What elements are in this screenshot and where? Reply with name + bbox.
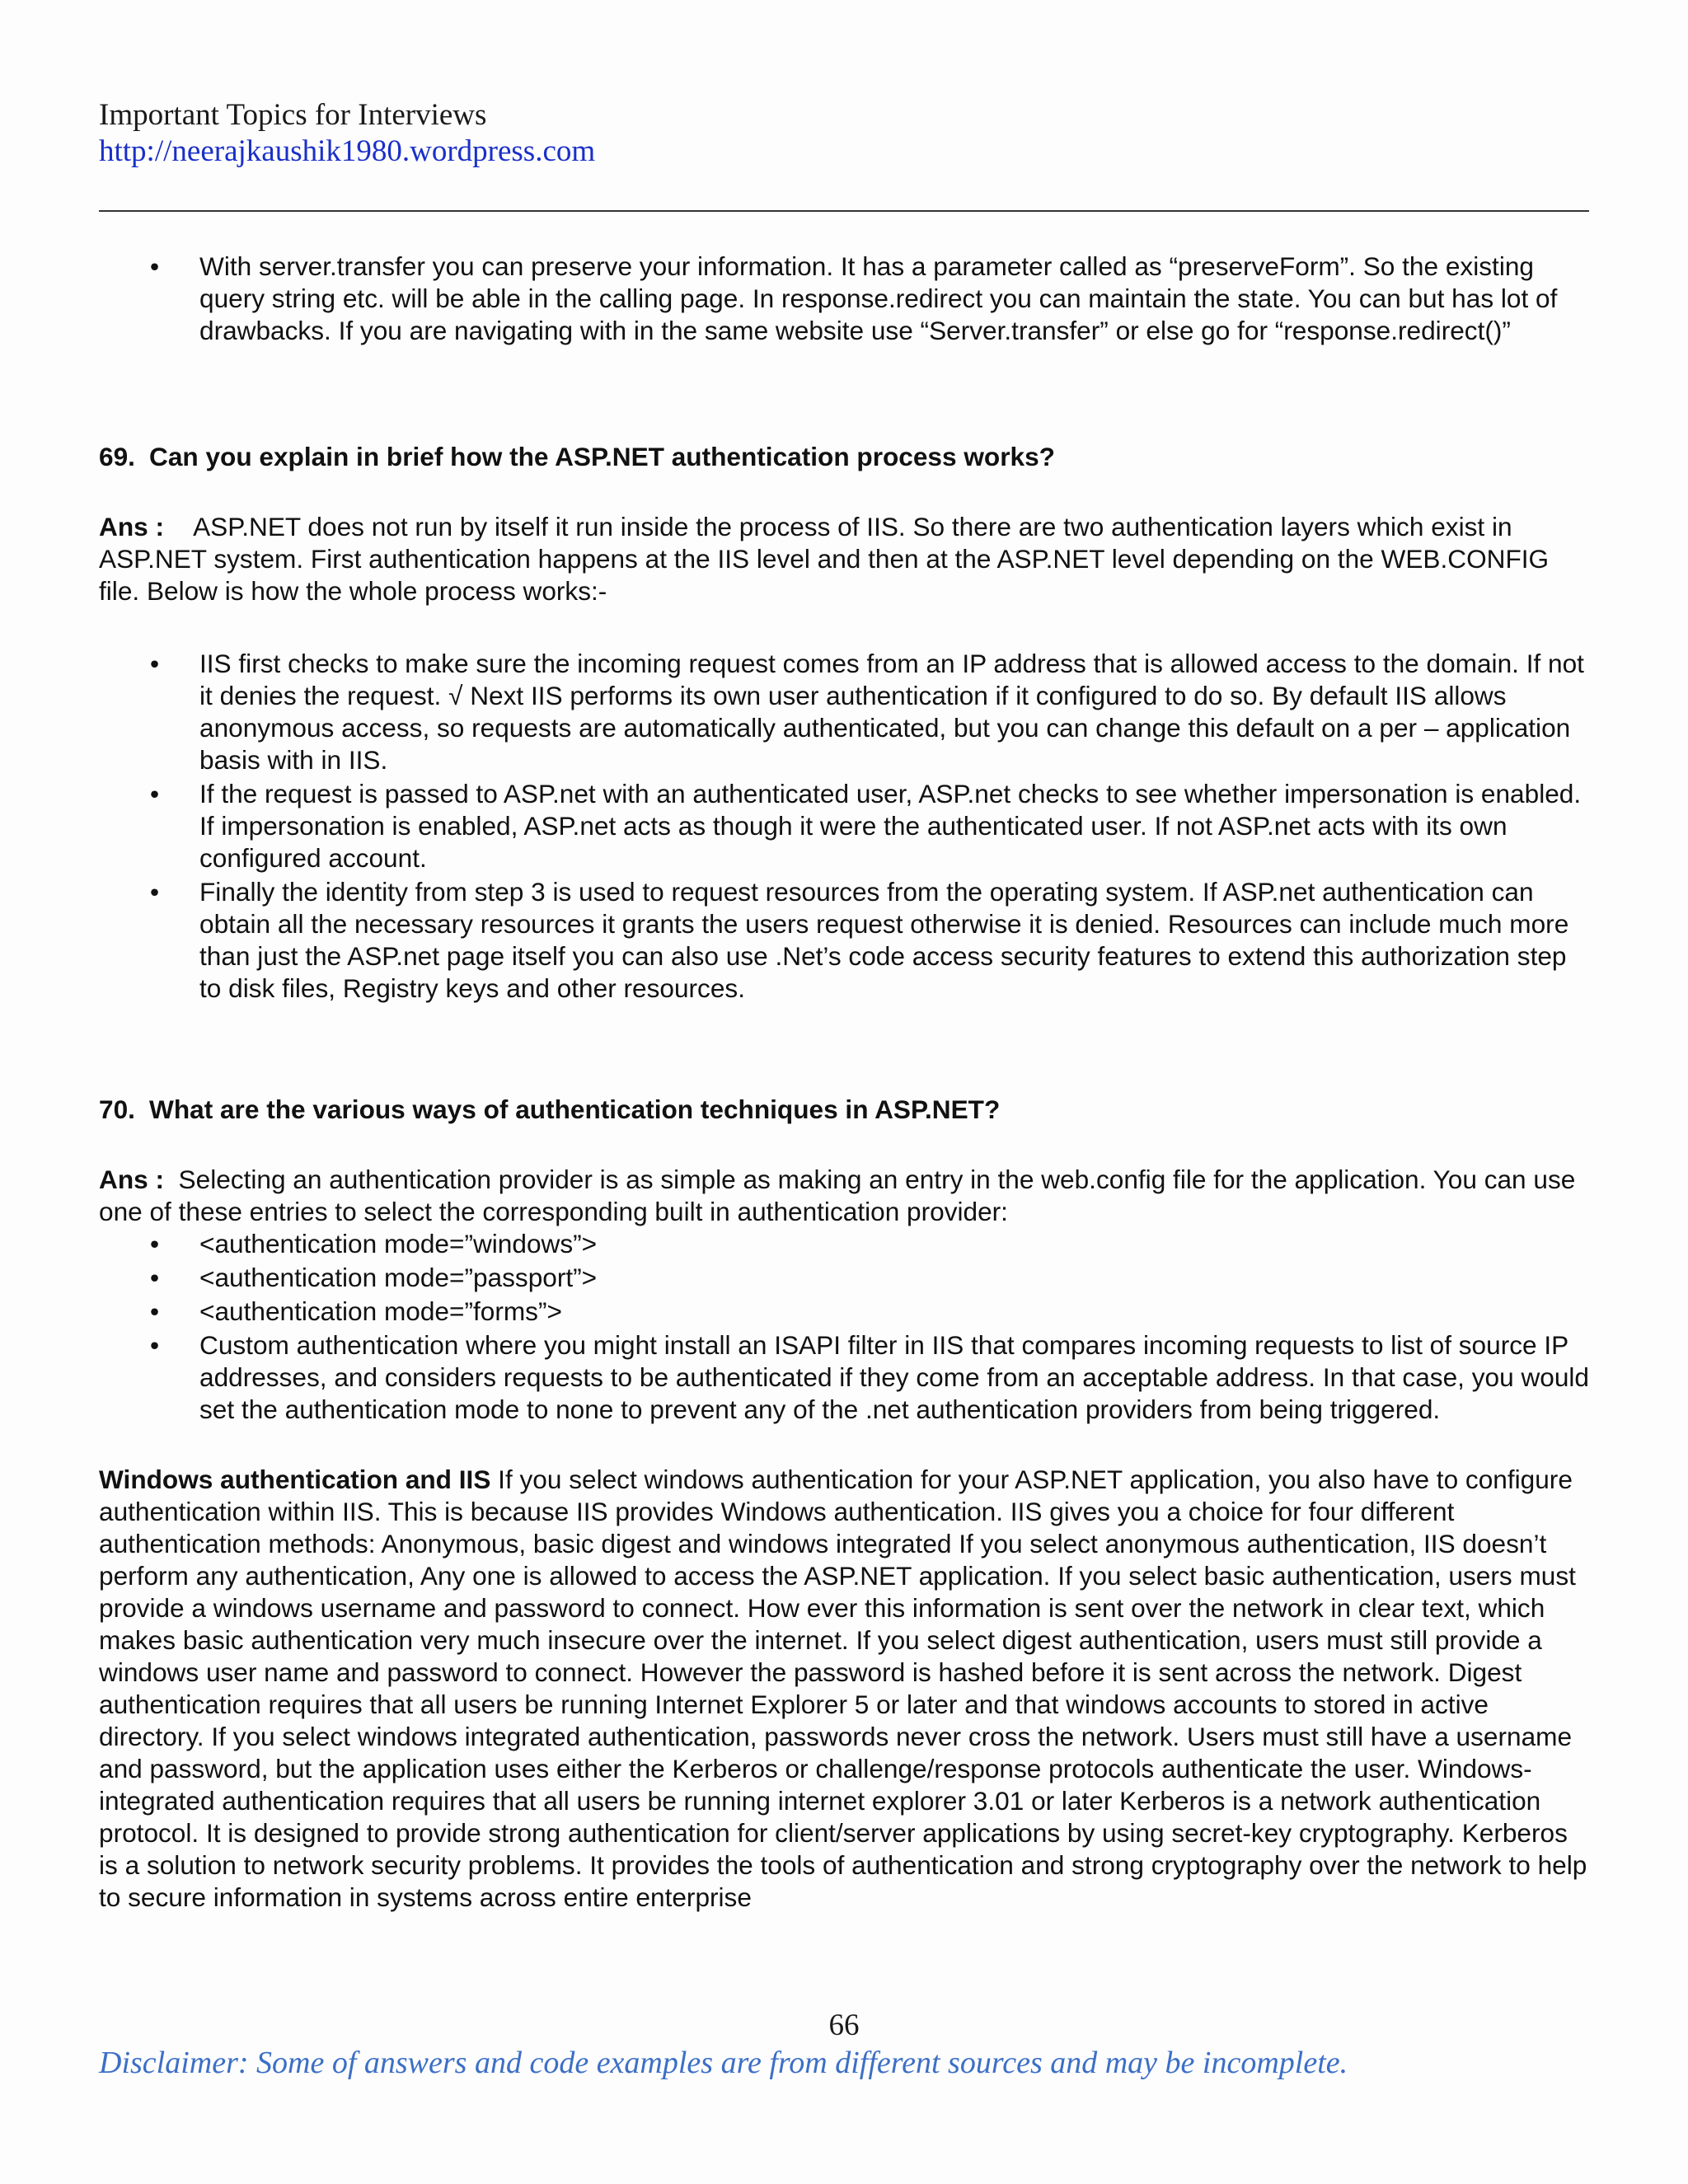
answer-70: Ans : Selecting an authentication provider is as simple as making an entry in the web.config file for the application. You can use one of these entries to select the corresponding built in authentication provider:: [99, 1165, 1576, 1226]
bullet-icon: •: [150, 779, 160, 808]
intro-bullet-list: [99, 251, 1592, 347]
bullet-icon: •: [150, 1330, 160, 1360]
bullet-icon: •: [150, 649, 160, 678]
answer-69: Ans : ASP.NET does not run by itself it run inside the process of IIS. So there are two authentication layers which exist in ASP.NET system. First authentication happens at the IIS level and then at the ASP.NET level depending on the WEB.CONFIG file. Below is how the whole process works:-: [99, 512, 1550, 606]
list-item: • Finally the identity from step 3 is used to request resources from the operating system. If ASP.net authentication can obtain all the necessary resources it grants the users request otherwise it is denied. Resources can include much more than just the ASP.net page itself you can also use .Net’s code access security features to extend this authorization step to disk files, Registry keys and other resources.: [150, 877, 1569, 1003]
list-item: • IIS first checks to make sure the incoming request comes from an IP address that is allowed access to the domain. If not it denies the request. √ Next IIS performs its own user authentication if it configured to do so. By default IIS allows anonymous access, so requests are automatically authenticated, but you can change this default on a per – application basis with in IIS.: [150, 649, 1584, 775]
windows-auth-heading: Windows authentication and IIS: [99, 1465, 491, 1494]
page-number: 66: [828, 2008, 860, 2042]
bullet-icon: •: [150, 251, 160, 281]
answer-69-bullets: [99, 648, 1592, 1005]
list-item: • If the request is passed to ASP.net with an authenticated user, ASP.net checks to see whether impersonation is enabled. If impersonation is enabled, ASP.net acts as though it were the authenticated user. If not ASP.net acts with its own configured account.: [150, 779, 1582, 873]
bullet-icon: •: [150, 877, 160, 907]
bullet-icon: •: [150, 1296, 160, 1326]
question-70: 70. What are the various ways of authentication techniques in ASP.NET?: [99, 1094, 1001, 1124]
blog-url-link[interactable]: http://neerajkaushik1980.wordpress.com: [99, 134, 596, 168]
list-item: • With server.transfer you can preserve your information. It has a parameter called as “preserveForm”. So the existing query string etc. will be able in the calling page. In response.redirect you can maintain the state. You can but has lot of drawbacks. If you are navigating with in the same website use “Server.transfer” or else go for “response.redirect()”: [150, 251, 1558, 345]
windows-auth-paragraph: Windows authentication and IIS If you select windows authentication for your ASP.NET application, you also have to configure authentication within IIS. This is because IIS provides Windows authentication. IIS gives you a choice for four different authentication methods: Anonymous, basic digest and windows integrated If you select anonymous authentication, IIS doesn’t perform any authentication, Any one is allowed to access the ASP.NET application. If you select basic authentication, users must provide a windows username and password to connect. How ever this information is sent over the network in clear text, which makes basic authentication very much insecure over the internet. If you select digest authentication, users must still provide a windows user name and password to connect. However the password is hashed before it is sent across the network. Digest authentication requires that all users be running Internet Explorer 5 or later and that windows accounts to stored in active directory. If you select windows integrated authentication, passwords never cross the network. Users must still have a username and password, but the application uses either the Kerberos or challenge/response protocols authenticate the user. Windows-integrated authentication requires that all users be running internet explorer 3.01 or later Kerberos is a network authentication protocol. It is designed to provide strong authentication for client/server applications by using secret-key cryptography. Kerberos is a solution to network security problems. It provides the tools of authentication and strong cryptography over the network to help to secure information in systems across entire enterprise: [99, 1465, 1587, 1912]
question-69: 69. Can you explain in brief how the ASP.NET authentication process works?: [99, 442, 1055, 471]
bullet-icon: •: [150, 1229, 160, 1258]
list-item: • <authentication mode=”windows”>: [150, 1229, 598, 1258]
disclaimer: Disclaimer: Some of answers and code examples are from different sources and may be incomplete.: [99, 2046, 1348, 2080]
document-title: Important Topics for Interviews: [99, 98, 487, 132]
bullet-icon: •: [150, 1263, 160, 1292]
list-item: • <authentication mode=”forms”>: [150, 1296, 562, 1326]
page-header: [99, 97, 595, 170]
page-body: [99, 251, 1592, 1914]
answer-70-bullets: [99, 1228, 1592, 1426]
list-item: • <authentication mode=”passport”>: [150, 1263, 598, 1292]
header-divider: [99, 210, 1589, 212]
list-item: • Custom authentication where you might install an ISAPI filter in IIS that compares incoming requests to list of source IP addresses, and considers requests to be authenticated if they come from an acceptable address. In that case, you would set the authentication mode to none to prevent any of the .net authentication providers from being triggered.: [150, 1330, 1589, 1424]
